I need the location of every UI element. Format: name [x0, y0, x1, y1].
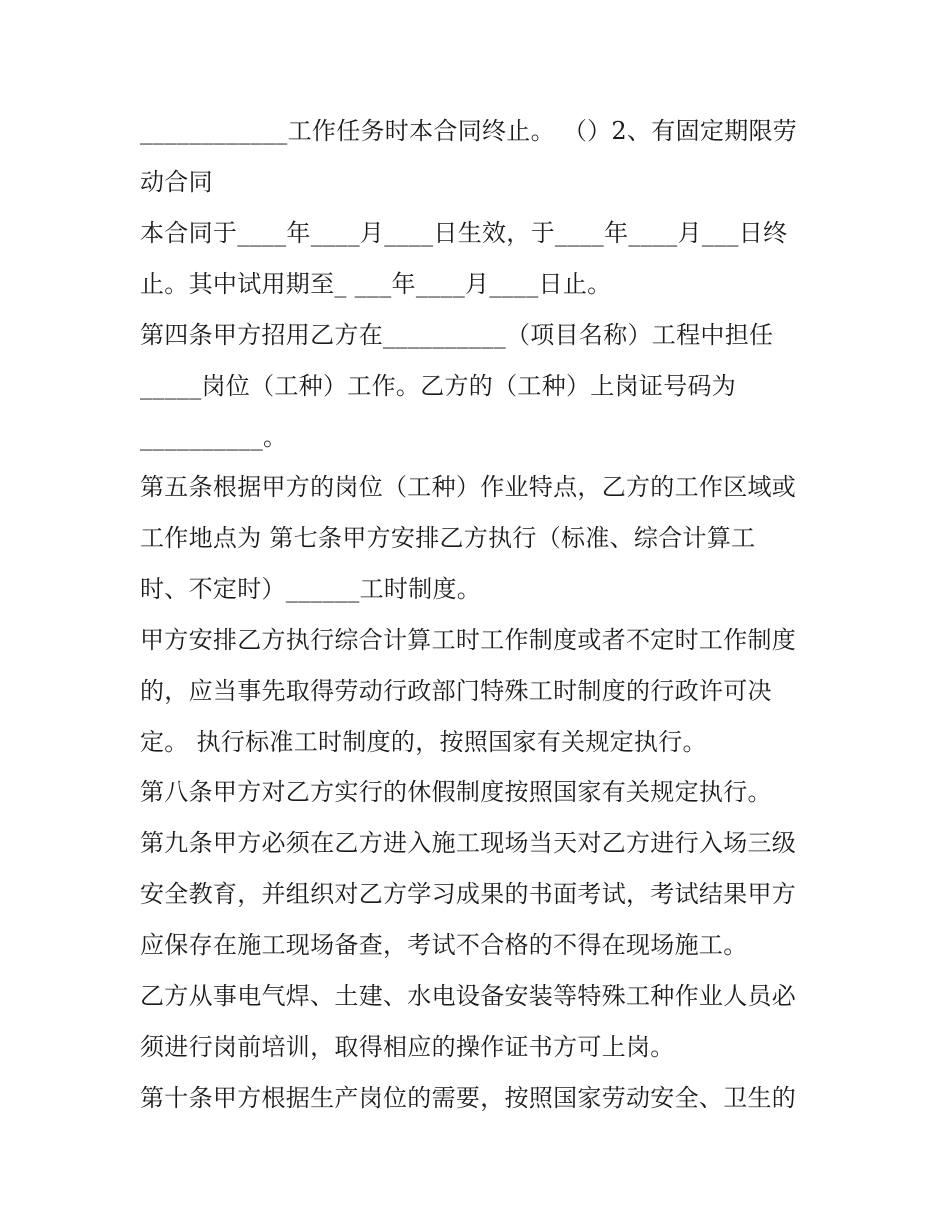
text-line: 第五条根据甲方的岗位（工种）作业特点，乙方的工作区域或	[140, 473, 797, 501]
text-line: 工作地点为 第七条甲方安排乙方执行（标准、综合计算工	[140, 524, 756, 552]
text-line: 第九条甲方必须在乙方进入施工现场当天对乙方进行入场三级	[140, 829, 797, 857]
text-line: 乙方从事电气焊、土建、水电设备安装等特殊工种作业人员必	[140, 982, 797, 1010]
text-line: 第十条甲方根据生产岗位的需要，按照国家劳动安全、卫生的	[140, 1084, 797, 1112]
text-line: 止。其中试用期至_ ___年____月____日止。	[140, 270, 612, 298]
text-line: 时、不定时）______工时制度。	[140, 575, 482, 603]
text-line: 本合同于____年____月____日生效，于____年____月___日终	[140, 219, 788, 247]
text-line: 动合同	[140, 168, 213, 196]
text-line: 须进行岗前培训，取得相应的操作证书方可上岗。	[140, 1033, 675, 1061]
text-line: 的，应当事先取得劳动行政部门特殊工时制度的行政许可决	[140, 677, 772, 705]
text-line: 第八条甲方对乙方实行的休假制度按照国家有关规定执行。	[140, 778, 772, 806]
text-line: 第四条甲方招用乙方在__________（项目名称）工程中担任	[140, 321, 774, 349]
text-line: 应保存在施工现场备查，考试不合格的不得在现场施工。	[140, 931, 748, 959]
text-line: __________。	[140, 423, 288, 451]
text-line: ____________工作任务时本合同终止。 （）2、有固定期限劳	[140, 117, 798, 145]
text-line: 定。 执行标准工时制度的，按照国家有关规定执行。	[140, 728, 707, 756]
text-line: 安全教育，并组织对乙方学习成果的书面考试，考试结果甲方	[140, 880, 797, 908]
text-line: _____岗位（工种）工作。乙方的（工种）上岗证号码为	[140, 372, 737, 400]
text-line: 甲方安排乙方执行综合计算工时工作制度或者不定时工作制度	[140, 626, 797, 654]
